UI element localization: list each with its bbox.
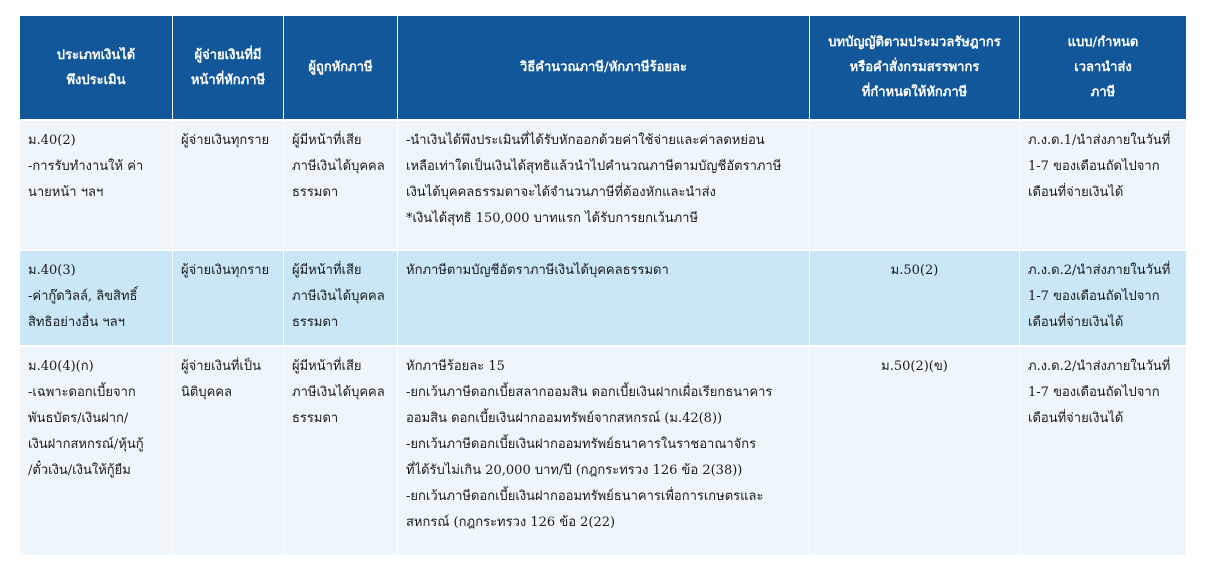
cell-income-type <box>20 249 173 345</box>
cell-text-line: สหกรณ์ (กฎกระทรวง 126 ข้อ 2(22) <box>406 515 616 530</box>
cell-text-line: ภ.ง.ด.2/นำส่งภายในวันที่ <box>1028 263 1171 278</box>
cell-text-line: ผู้มีหน้าที่เสีย <box>292 263 362 278</box>
cell-text-line: เวลานำส่ง <box>1074 60 1132 75</box>
cell-income-type <box>20 119 173 249</box>
cell-text-line: ออมสิน ดอกเบี้ยเงินฝากออมทรัพย์จากสหกรณ์ (ม.42(8)) <box>406 411 723 426</box>
cell-text-line: -เฉพาะดอกเบี้ยจาก <box>28 385 136 400</box>
cell-text-line: หน้าที่หักภาษี <box>190 72 266 88</box>
header-withheld-party <box>284 16 398 119</box>
cell-text-line: 1-7 ของเดือนถัดไปจาก <box>1028 385 1160 400</box>
cell-text-line: สิทธิอย่างอื่น ฯลฯ <box>28 315 125 330</box>
cell-text-line: ผู้มีหน้าที่เสีย <box>292 133 362 148</box>
cell-text-line: ที่ได้รับไม่เกิน 20,000 บาท/ปี (กฎกระทรวง 126 ข้อ 2(38)) <box>406 463 743 478</box>
header-payer <box>173 16 284 119</box>
cell-text-line: ภาษีเงินได้บุคคล <box>292 289 385 304</box>
withholding-tax-table <box>20 16 1186 555</box>
cell-text-line: เดือนที่จ่ายเงินได้ <box>1028 315 1124 330</box>
cell-text-line: พึงประเมิน <box>66 72 126 88</box>
cell-text-line: ผู้จ่ายเงินทุกราย <box>181 263 270 278</box>
header-calculation-method <box>398 16 810 119</box>
cell-text-line: *เงินได้สุทธิ 150,000 บาทแรก ได้รับการยกเว้นภาษี <box>406 211 699 226</box>
cell-text-line: ธรรมดา <box>292 315 339 330</box>
cell-text-line: ภ.ง.ด.1/นำส่งภายในวันที่ <box>1028 133 1171 148</box>
cell-form-deadline <box>1020 119 1186 249</box>
cell-text-line: -ยกเว้นภาษีดอกเบี้ยเงินฝากออมทรัพย์ธนาคารเพื่อการเกษตรและ <box>406 489 764 504</box>
cell-text-line: เหลือเท่าใดเป็นเงินได้สุทธิแล้วนำไปคำนวณภาษีตามบัญชีอัตราภาษี <box>406 159 782 174</box>
header-form-deadline <box>1020 16 1186 119</box>
cell-withheld-party <box>284 119 398 249</box>
cell-text-line: ภาษีเงินได้บุคคล <box>292 385 385 400</box>
cell-text-line: ม.50(2)(ข) <box>881 359 948 374</box>
cell-text-line: -ยกเว้นภาษีดอกเบี้ยเงินฝากออมทรัพย์ธนาคารในราชอาณาจักร <box>406 437 757 452</box>
header-row <box>20 16 1186 119</box>
cell-text-line: ธรรมดา <box>292 411 339 426</box>
cell-text-line: หักภาษีตามบัญชีอัตราภาษีเงินได้บุคคลธรรมดา <box>406 263 669 278</box>
cell-calculation-method <box>398 119 810 249</box>
cell-text-line: ผู้มีหน้าที่เสีย <box>292 359 362 374</box>
table-row <box>20 119 1186 249</box>
cell-text-line: เดือนที่จ่ายเงินได้ <box>1028 185 1124 200</box>
table-row <box>20 249 1186 345</box>
cell-text-line: เดือนที่จ่ายเงินได้ <box>1028 411 1124 426</box>
cell-text-line: 1-7 ของเดือนถัดไปจาก <box>1028 159 1160 174</box>
cell-legal-provision <box>810 119 1020 249</box>
tax-table-container <box>20 16 1186 555</box>
header-income-type <box>20 16 173 119</box>
cell-form-deadline <box>1020 345 1186 555</box>
cell-text-line: 1-7 ของเดือนถัดไปจาก <box>1028 289 1160 304</box>
cell-text-line: ม.40(2) <box>28 133 76 148</box>
cell-text-line: วิธีคำนวณภาษี/หักภาษีร้อยละ <box>520 60 687 75</box>
table-row <box>20 345 1186 555</box>
cell-text-line: เงินได้บุคคลธรรมดาจะได้จำนวนภาษีที่ต้องหักและนำส่ง <box>406 185 716 200</box>
header-legal-provision <box>810 16 1020 119</box>
cell-text-line: ภาษีเงินได้บุคคล <box>292 159 385 174</box>
cell-text-line: ภาษี <box>1090 85 1116 100</box>
cell-text-line: ประเภทเงินได้ <box>56 47 136 63</box>
cell-text-line: ผู้จ่ายเงินทุกราย <box>181 133 270 148</box>
cell-text-line: บทบัญญัติตามประมวลรัษฎากร <box>828 35 1001 50</box>
cell-text-line: -การรับทำงานให้ ค่า <box>28 159 144 174</box>
cell-payer <box>173 345 284 555</box>
cell-text-line: นายหน้า ฯลฯ <box>28 185 104 200</box>
cell-text-line: ม.50(2) <box>890 263 939 278</box>
cell-withheld-party <box>284 249 398 345</box>
cell-text-line: ม.40(3) <box>28 263 76 278</box>
cell-calculation-method <box>398 345 810 555</box>
cell-text-line: -นำเงินได้พึงประเมินที่ได้รับหักออกด้วยค่าใช้จ่ายและค่าลดหย่อน <box>406 133 765 148</box>
cell-text-line: ผู้ถูกหักภาษี <box>308 60 373 75</box>
cell-text-line: เงินฝากสหกรณ์/หุ้นกู้ <box>28 437 144 452</box>
cell-text-line: ม.40(4)(ก) <box>28 359 94 374</box>
cell-payer <box>173 249 284 345</box>
cell-text-line: -ค่ากู๊ดวิลล์, ลิขสิทธิ์ <box>28 289 138 304</box>
cell-text-line: พันธบัตร/เงินฝาก/ <box>28 411 129 426</box>
cell-text-line: /ตั๋วเงิน/เงินให้กู้ยืม <box>28 463 131 478</box>
cell-legal-provision <box>810 345 1020 555</box>
cell-payer <box>173 119 284 249</box>
cell-text-line: นิติบุคคล <box>181 385 232 400</box>
cell-text-line: แบบ/กำหนด <box>1067 35 1139 50</box>
cell-text-line: ที่กำหนดให้หักภาษี <box>861 85 968 100</box>
cell-withheld-party <box>284 345 398 555</box>
cell-text-line: ธรรมดา <box>292 185 339 200</box>
cell-text-line: หรือคำสั่งกรมสรรพากร <box>849 60 980 75</box>
cell-income-type <box>20 345 173 555</box>
cell-legal-provision <box>810 249 1020 345</box>
cell-text-line: ภ.ง.ด.2/นำส่งภายในวันที่ <box>1028 359 1171 374</box>
cell-text-line: ผู้จ่ายเงินที่เป็น <box>181 359 261 374</box>
cell-text-line: ผู้จ่ายเงินที่มี <box>194 47 262 63</box>
cell-text-line: -ยกเว้นภาษีดอกเบี้ยสลากออมสิน ดอกเบี้ยเงินฝากเผื่อเรียกธนาคาร <box>406 385 773 400</box>
cell-form-deadline <box>1020 249 1186 345</box>
cell-text-line: หักภาษีร้อยละ 15 <box>406 359 505 374</box>
cell-calculation-method <box>398 249 810 345</box>
